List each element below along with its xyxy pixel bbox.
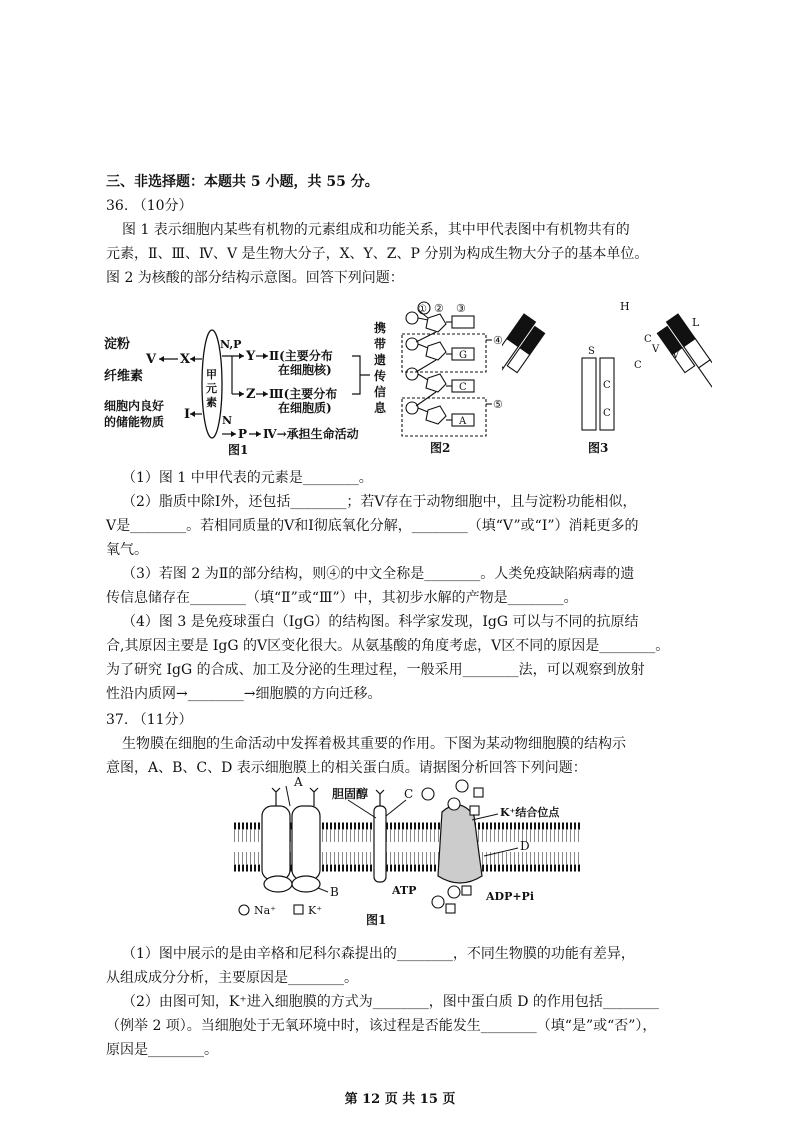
- membrane-label-a: A: [294, 776, 303, 789]
- fig1-carry-5: 信: [374, 385, 387, 399]
- q36-figure-2: [398, 296, 508, 458]
- fig3-c4: C: [603, 408, 611, 419]
- membrane-label-c: C: [404, 787, 414, 801]
- fig1-storage-1: 细胞内良好: [104, 399, 165, 413]
- legend-na-icon: [239, 905, 249, 915]
- q36-sub-4c: 为了研究 IgG 的合成、加工及分泌的生理过程，一般采用________法，可以观察到放射: [106, 662, 645, 678]
- fig1-carry-1: 携: [374, 321, 387, 335]
- fig1-carry-3: 遗: [374, 353, 387, 367]
- q36-intro-1: 图 1 表示细胞内某些有机物的元素组成和功能关系，其中甲代表图中有机物共有的: [122, 222, 630, 238]
- fig1-cellulose: 纤维素: [104, 369, 144, 384]
- fig3-v2: V: [672, 350, 680, 361]
- fig2-base-a: A: [459, 416, 467, 427]
- protein-d: [438, 805, 482, 883]
- protein-a-right: [292, 806, 320, 880]
- q36-figure-1: [104, 318, 394, 458]
- fig1-carry-4: 传: [374, 369, 387, 383]
- q37-sub-1b: 从组成成分分析，主要原因是________。: [106, 970, 358, 986]
- fig1-caption: 图1: [228, 443, 249, 457]
- q36-intro-2: 元素，Ⅱ、Ⅲ、Ⅳ、Ⅴ 是生物大分子，X、Y、Z、P 分别为构成生物大分子的基本单位。: [106, 246, 649, 262]
- fig1-n: N: [222, 414, 233, 427]
- fig3-s: S: [588, 346, 595, 357]
- fig2-n2: ②: [434, 302, 444, 315]
- page-footer: 第 12 页 共 15 页: [344, 1092, 456, 1107]
- fig1-i-label: I: [184, 407, 191, 422]
- fig2-pentagon-2: [426, 314, 446, 332]
- fig1-iii-1: Ⅲ(主要分布: [269, 387, 338, 401]
- q37-intro-2: 意图，A、B、C、D 表示细胞膜上的相关蛋白质。请据图分析回答下列问题：: [106, 760, 587, 776]
- fig3-h: H: [620, 300, 630, 313]
- fig1-np: N,P: [220, 338, 242, 351]
- q36-sub-4d: 性沿内质网→________→细胞膜的方向迁移。: [106, 686, 382, 702]
- q36-header: 36. （10分）: [106, 198, 193, 214]
- fig1-starch: 淀粉: [104, 337, 131, 352]
- fig1-iii-2: 在细胞质): [278, 401, 332, 415]
- q37-intro-1: 生物膜在细胞的生命活动中发挥着极其重要的作用。下图为某动物细胞膜的结构示: [122, 736, 626, 752]
- fig2-caption: 图2: [430, 441, 451, 455]
- fig1-jia-3: 素: [206, 396, 217, 409]
- q37-membrane-figure: [228, 776, 588, 930]
- fig3-c3: C: [603, 380, 611, 391]
- membrane-legend-na: Na⁺: [254, 904, 276, 917]
- membrane-label-b: B: [330, 885, 339, 899]
- membrane-k-site: K⁺结合位点: [500, 806, 560, 819]
- fig3-l: L: [692, 316, 700, 329]
- fig1-iv-text: Ⅳ→承担生命活动: [263, 427, 359, 441]
- fig1-y: Y: [246, 349, 256, 364]
- membrane-legend-k: K⁺: [308, 904, 323, 917]
- membrane-caption: 图1: [366, 913, 387, 927]
- fig3-c1: C: [644, 334, 652, 345]
- q36-sub-2a: （2）脂质中除Ⅰ外，还包括________；若Ⅴ存在于动物细胞中，且与淀粉功能相似，: [122, 494, 637, 510]
- fig1-carry-2: 带: [374, 337, 387, 351]
- q36-sub-3a: （3）若图 2 为Ⅱ的部分结构，则④的中文全称是________。人类免疫缺陷病毒的遗: [122, 566, 635, 582]
- fig2-nucleotide-4: [402, 334, 486, 372]
- fig2-n1: ①: [418, 304, 427, 315]
- fig1-jia-2: 元: [206, 382, 217, 395]
- fig1-ii-1: Ⅱ(主要分布: [269, 349, 333, 363]
- fig1-z: Z: [246, 387, 256, 402]
- legend-k-icon: [294, 905, 303, 914]
- membrane-adp: ADP+Pi: [486, 890, 535, 903]
- fig1-jia-1: 甲: [206, 368, 217, 381]
- q37-header: 37. （11分）: [106, 712, 193, 728]
- q37-sub-1a: （1）图中展示的是由辛格和尼科尔森提出的________，不同生物膜的功能有差异，: [122, 946, 635, 962]
- q36-sub-4a: （4）图 3 是免疫球蛋白（IgG）的结构图。科学家发现，IgG 可以与不同的抗原结: [122, 614, 639, 630]
- fig2-base-g: G: [459, 350, 467, 361]
- section-title: 三、非选择题：本题共 5 小题，共 55 分。: [106, 174, 379, 190]
- fig3-v1: V: [652, 344, 660, 355]
- fig3-c2: C: [634, 360, 642, 371]
- fig1-x-label: X: [180, 352, 191, 367]
- fig1-carry-6: 息: [374, 401, 387, 415]
- q36-sub-1: （1）图 1 中甲代表的元素是________。: [122, 470, 373, 486]
- q36-figure-3: [502, 296, 712, 458]
- fig2-n3: ③: [456, 302, 466, 315]
- q36-intro-3: 图 2 为核酸的部分结构示意图。回答下列问题：: [106, 270, 404, 286]
- q37-sub-2a: （2）由图可知，K⁺进入细胞膜的方式为________，图中蛋白质 D 的作用包括________: [122, 994, 659, 1010]
- q36-sub-3b: 传信息储存在________（填“Ⅱ”或“Ⅲ”）中，其初步水解的产物是________。: [106, 590, 578, 606]
- fig1-v-label: V: [146, 352, 157, 367]
- fig1-ii-2: 在细胞核): [278, 363, 332, 377]
- fig3-caption: 图3: [588, 441, 609, 455]
- protein-a-left: [262, 806, 290, 880]
- fig1-arrowhead-v: [159, 356, 164, 362]
- q37-sub-2b: （例举 2 项）。当细胞处于无氧环境中时，该过程是否能发生________（填“是”或“否”），: [106, 1018, 657, 1034]
- fig2-base-c: C: [459, 382, 467, 393]
- q36-sub-4b: 合,其原因主要是 IgG 的Ⅴ区变化很大。从氨基酸的角度考虑，Ⅴ区不同的原因是________。: [106, 638, 670, 654]
- q37-sub-2c: 原因是________。: [106, 1042, 218, 1058]
- membrane-label-d: D: [520, 839, 530, 853]
- fig1-storage-2: 的储能物质: [104, 415, 165, 429]
- membrane-cholesterol: 胆固醇: [332, 787, 369, 801]
- fig1-p: P: [238, 427, 248, 441]
- q36-sub-2c: 氧气。: [106, 542, 148, 558]
- fig2-n5: ⑤: [493, 398, 503, 411]
- q36-sub-2b: Ⅴ是________。若相同质量的Ⅴ和Ⅰ彻底氧化分解，________（填“V”或“I”）消耗更多的: [106, 518, 639, 534]
- fig2-n4: ④: [493, 334, 503, 347]
- membrane-atp: ATP: [392, 884, 417, 897]
